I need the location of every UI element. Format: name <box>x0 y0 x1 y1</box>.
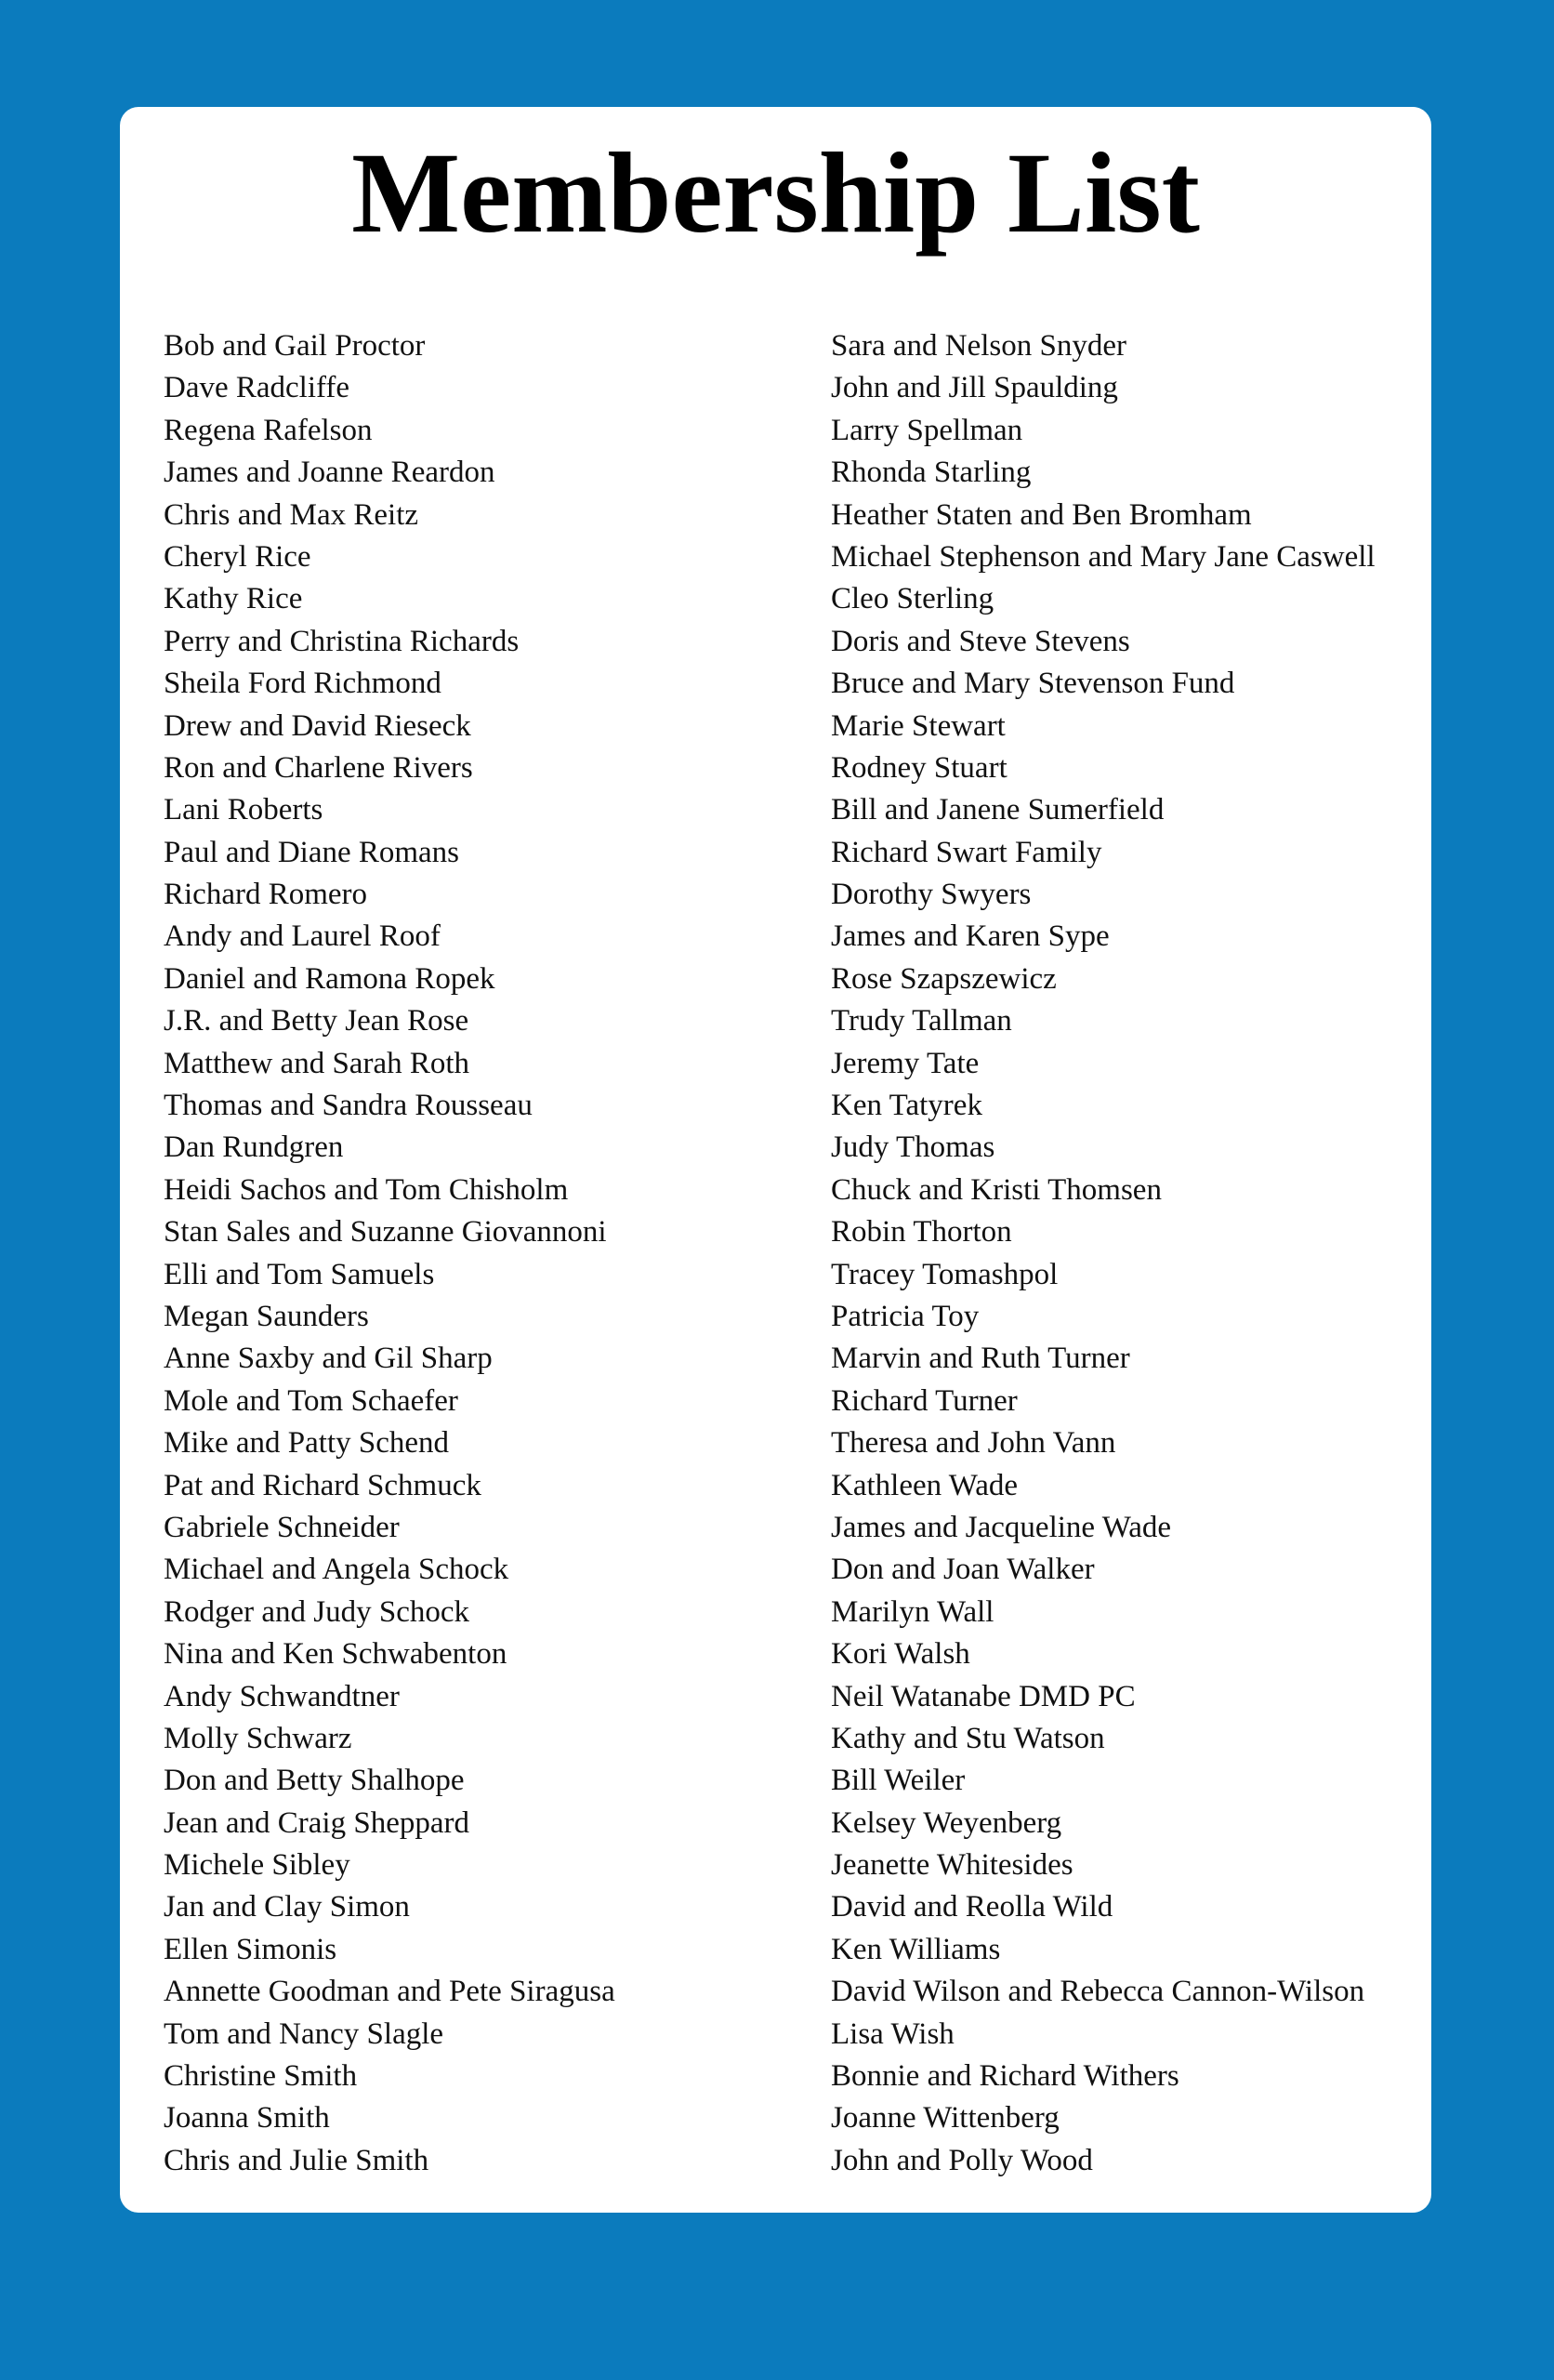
member-list-right <box>831 325 1426 2182</box>
member-name: Pat and Richard Schmuck <box>164 1468 481 1502</box>
member-name: James and Jacqueline Wade <box>831 1510 1172 1544</box>
member-name: Judy Thomas <box>831 1130 995 1165</box>
member-name: Bill and Janene Sumerfield <box>831 793 1165 827</box>
member-name: Sheila Ford Richmond <box>164 667 441 701</box>
member-name: John and Jill Spaulding <box>831 371 1118 405</box>
member-name: Chuck and Kristi Thomsen <box>831 1172 1162 1207</box>
member-name: Lani Roberts <box>164 793 323 827</box>
member-name: J.R. and Betty Jean Rose <box>164 1004 469 1038</box>
member-name: Ken Williams <box>831 1932 1001 1966</box>
member-name: Theresa and John Vann <box>831 1426 1116 1461</box>
member-name: Heather Staten and Ben Bromham <box>831 497 1252 532</box>
member-name: Andy Schwandtner <box>164 1679 400 1713</box>
member-list-left <box>164 325 805 2182</box>
member-name: Jeanette Whitesides <box>831 1848 1073 1883</box>
page-title: Membership List <box>351 129 1200 257</box>
member-name: Marilyn Wall <box>831 1594 994 1629</box>
member-name: Gabriele Schneider <box>164 1510 400 1544</box>
member-name: Mole and Tom Schaefer <box>164 1383 458 1418</box>
member-name: Rodger and Judy Schock <box>164 1594 470 1629</box>
member-name: Kori Walsh <box>831 1637 970 1672</box>
member-name: James and Joanne Reardon <box>164 456 495 490</box>
member-name: Trudy Tallman <box>831 1004 1012 1038</box>
member-name: James and Karen Sype <box>831 919 1110 954</box>
member-name: Stan Sales and Suzanne Giovannoni <box>164 1215 607 1250</box>
member-name: Bill Weiler <box>831 1764 966 1798</box>
member-name: Elli and Tom Samuels <box>164 1257 435 1291</box>
member-name: Doris and Steve Stevens <box>831 624 1130 658</box>
member-name: Anne Saxby and Gil Sharp <box>164 1342 493 1376</box>
member-name: Kathy and Stu Watson <box>831 1721 1105 1755</box>
member-name: Don and Betty Shalhope <box>164 1764 465 1798</box>
member-name: Chris and Julie Smith <box>164 2143 429 2177</box>
member-name: Sara and Nelson Snyder <box>831 329 1127 363</box>
member-name: Richard Swart Family <box>831 835 1102 869</box>
member-name: Ron and Charlene Rivers <box>164 750 473 785</box>
member-name: Cleo Sterling <box>831 582 994 616</box>
member-name: Neil Watanabe DMD PC <box>831 1679 1136 1713</box>
member-name: Rodney Stuart <box>831 750 1007 785</box>
member-name: Bob and Gail Proctor <box>164 329 426 363</box>
member-name: David Wilson and Rebecca Cannon-Wilson <box>831 1975 1365 2009</box>
member-name: Dorothy Swyers <box>831 878 1032 912</box>
member-name: Cheryl Rice <box>164 539 311 574</box>
member-name: Andy and Laurel Roof <box>164 919 441 954</box>
member-name: Kelsey Weyenberg <box>831 1805 1062 1840</box>
member-name: Chris and Max Reitz <box>164 497 419 532</box>
member-name: Michael and Angela Schock <box>164 1553 509 1587</box>
member-name: Heidi Sachos and Tom Chisholm <box>164 1172 569 1207</box>
member-name: Molly Schwarz <box>164 1721 352 1755</box>
member-name: Thomas and Sandra Rousseau <box>164 1089 533 1123</box>
member-name: Michael Stephenson and Mary Jane Caswell <box>831 539 1376 574</box>
member-name: Joanna Smith <box>164 2101 330 2135</box>
membership-card <box>120 107 1431 2213</box>
member-name: Marvin and Ruth Turner <box>831 1342 1130 1376</box>
member-name: Richard Romero <box>164 878 368 912</box>
member-name: Lisa Wish <box>831 2016 955 2051</box>
member-name: Regena Rafelson <box>164 413 373 447</box>
member-name: Drew and David Rieseck <box>164 708 471 743</box>
member-name: Daniel and Ramona Ropek <box>164 961 495 996</box>
member-name: Megan Saunders <box>164 1299 369 1333</box>
member-name: Bonnie and Richard Withers <box>831 2059 1179 2094</box>
member-name: Marie Stewart <box>831 708 1006 743</box>
member-name: Christine Smith <box>164 2059 358 2094</box>
member-name: Annette Goodman and Pete Siragusa <box>164 1975 615 2009</box>
member-name: Dan Rundgren <box>164 1130 344 1165</box>
member-name: John and Polly Wood <box>831 2143 1093 2177</box>
member-name: Larry Spellman <box>831 413 1023 447</box>
member-name: Bruce and Mary Stevenson Fund <box>831 667 1235 701</box>
member-name: Joanne Wittenberg <box>831 2101 1060 2135</box>
member-name: Kathy Rice <box>164 582 303 616</box>
member-name: Robin Thorton <box>831 1215 1012 1250</box>
member-name: Nina and Ken Schwabenton <box>164 1637 507 1672</box>
member-name: Jeremy Tate <box>831 1046 980 1080</box>
member-name: Richard Turner <box>831 1383 1018 1418</box>
member-name: Tracey Tomashpol <box>831 1257 1059 1291</box>
member-name: Ellen Simonis <box>164 1932 337 1966</box>
member-name: Matthew and Sarah Roth <box>164 1046 470 1080</box>
member-name: Jan and Clay Simon <box>164 1890 410 1924</box>
member-name: Rose Szapszewicz <box>831 961 1057 996</box>
member-name: Rhonda Starling <box>831 456 1032 490</box>
member-name: Patricia Toy <box>831 1299 980 1333</box>
member-name: Paul and Diane Romans <box>164 835 460 869</box>
member-name: Jean and Craig Sheppard <box>164 1805 469 1840</box>
member-name: Dave Radcliffe <box>164 371 350 405</box>
member-name: Michele Sibley <box>164 1848 350 1883</box>
member-name: Don and Joan Walker <box>831 1553 1095 1587</box>
member-name: Kathleen Wade <box>831 1468 1019 1502</box>
member-name: Mike and Patty Schend <box>164 1426 450 1461</box>
member-name: Tom and Nancy Slagle <box>164 2016 444 2051</box>
member-name: David and Reolla Wild <box>831 1890 1113 1924</box>
member-name: Perry and Christina Richards <box>164 624 520 658</box>
member-name: Ken Tatyrek <box>831 1089 982 1123</box>
